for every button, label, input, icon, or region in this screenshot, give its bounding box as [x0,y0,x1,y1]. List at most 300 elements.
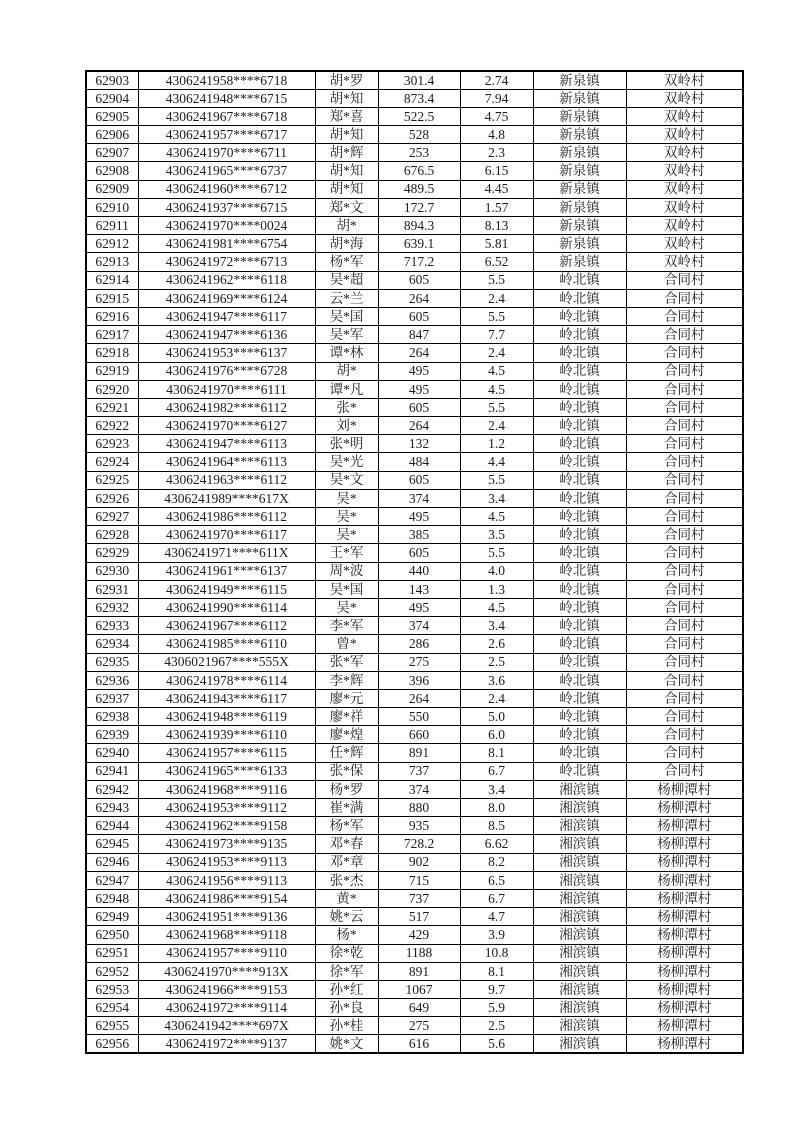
cell-id-number: 4306241951****9136 [138,908,315,926]
cell-serial: 62931 [86,580,138,598]
table-row [86,417,743,435]
cell-amount: 301.4 [378,71,460,89]
cell-id-number: 4306241963****6112 [138,471,315,489]
cell-id-number: 4306241937****6715 [138,198,315,216]
table-row [86,799,743,817]
cell-village: 杨柳潭村 [626,817,743,835]
cell-village: 合同村 [626,307,743,325]
cell-id-number: 4306241982****6112 [138,398,315,416]
cell-town: 新泉镇 [533,89,626,107]
cell-id-number: 4306241986****9154 [138,889,315,907]
cell-amount: 253 [378,144,460,162]
cell-name: 胡*海 [315,235,378,253]
cell-amount: 715 [378,871,460,889]
cell-percent: 2.74 [460,71,533,89]
cell-name: 吴*军 [315,326,378,344]
cell-serial: 62909 [86,180,138,198]
table-row [86,435,743,453]
cell-village: 合同村 [626,289,743,307]
cell-percent: 2.5 [460,1017,533,1035]
cell-serial: 62953 [86,980,138,998]
cell-village: 合同村 [626,598,743,616]
cell-id-number: 4306241947****6117 [138,307,315,325]
cell-percent: 6.5 [460,871,533,889]
cell-id-number: 4306241971****611X [138,544,315,562]
cell-serial: 62951 [86,944,138,962]
cell-village: 合同村 [626,562,743,580]
cell-name: 云*兰 [315,289,378,307]
cell-name: 周*波 [315,562,378,580]
cell-amount: 605 [378,271,460,289]
cell-town: 湘滨镇 [533,980,626,998]
cell-amount: 605 [378,398,460,416]
cell-serial: 62925 [86,471,138,489]
cell-village: 合同村 [626,344,743,362]
cell-serial: 62905 [86,107,138,125]
cell-percent: 2.4 [460,417,533,435]
cell-id-number: 4306241970****0024 [138,217,315,235]
cell-percent: 1.3 [460,580,533,598]
cell-percent: 4.5 [460,362,533,380]
cell-id-number: 4306241972****6713 [138,253,315,271]
cell-name: 杨* [315,926,378,944]
cell-amount: 429 [378,926,460,944]
cell-amount: 649 [378,999,460,1017]
cell-id-number: 4306241972****9137 [138,1035,315,1053]
cell-town: 湘滨镇 [533,799,626,817]
cell-amount: 894.3 [378,217,460,235]
table-row [86,617,743,635]
cell-name: 胡* [315,217,378,235]
cell-village: 双岭村 [626,107,743,125]
cell-serial: 62910 [86,198,138,216]
cell-village: 双岭村 [626,217,743,235]
cell-id-number: 4306241966****9153 [138,980,315,998]
cell-serial: 62913 [86,253,138,271]
cell-amount: 264 [378,344,460,362]
cell-name: 刘* [315,417,378,435]
cell-percent: 7.94 [460,89,533,107]
table-row [86,144,743,162]
cell-village: 双岭村 [626,126,743,144]
cell-name: 张*军 [315,653,378,671]
table-row [86,726,743,744]
cell-serial: 62903 [86,71,138,89]
cell-id-number: 4306241962****9158 [138,817,315,835]
cell-id-number: 4306241965****6737 [138,162,315,180]
cell-amount: 660 [378,726,460,744]
table-row [86,635,743,653]
cell-village: 杨柳潭村 [626,944,743,962]
cell-village: 杨柳潭村 [626,926,743,944]
cell-amount: 275 [378,1017,460,1035]
cell-id-number: 4306241957****9110 [138,944,315,962]
table-row [86,889,743,907]
cell-percent: 6.7 [460,762,533,780]
cell-amount: 639.1 [378,235,460,253]
cell-id-number: 4306241967****6112 [138,617,315,635]
cell-village: 合同村 [626,398,743,416]
cell-name: 孙*桂 [315,1017,378,1035]
cell-serial: 62936 [86,671,138,689]
cell-town: 岭北镇 [533,635,626,653]
table-row [86,107,743,125]
cell-town: 新泉镇 [533,107,626,125]
cell-amount: 605 [378,471,460,489]
cell-serial: 62919 [86,362,138,380]
cell-name: 吴* [315,508,378,526]
cell-serial: 62918 [86,344,138,362]
cell-id-number: 4306241968****9118 [138,926,315,944]
cell-town: 新泉镇 [533,144,626,162]
cell-id-number: 4306241947****6136 [138,326,315,344]
cell-amount: 374 [378,780,460,798]
cell-name: 胡*辉 [315,144,378,162]
cell-id-number: 4306241958****6718 [138,71,315,89]
cell-percent: 7.7 [460,326,533,344]
cell-percent: 3.9 [460,926,533,944]
cell-town: 新泉镇 [533,235,626,253]
cell-name: 孙*良 [315,999,378,1017]
cell-serial: 62906 [86,126,138,144]
cell-town: 岭北镇 [533,744,626,762]
cell-amount: 737 [378,762,460,780]
cell-id-number: 4306241953****6137 [138,344,315,362]
cell-amount: 935 [378,817,460,835]
cell-serial: 62927 [86,508,138,526]
cell-town: 岭北镇 [533,344,626,362]
cell-percent: 2.4 [460,289,533,307]
cell-village: 合同村 [626,635,743,653]
cell-name: 胡*知 [315,162,378,180]
cell-amount: 550 [378,708,460,726]
cell-name: 崔*满 [315,799,378,817]
cell-percent: 3.6 [460,671,533,689]
table-row [86,762,743,780]
cell-percent: 4.5 [460,508,533,526]
cell-village: 杨柳潭村 [626,835,743,853]
cell-id-number: 4306241990****6114 [138,598,315,616]
cell-percent: 8.1 [460,962,533,980]
cell-amount: 728.2 [378,835,460,853]
cell-town: 湘滨镇 [533,871,626,889]
cell-amount: 495 [378,508,460,526]
cell-amount: 275 [378,653,460,671]
cell-id-number: 4306241939****6110 [138,726,315,744]
cell-percent: 3.4 [460,780,533,798]
cell-town: 湘滨镇 [533,817,626,835]
cell-id-number: 4306241957****6717 [138,126,315,144]
cell-percent: 8.2 [460,853,533,871]
cell-percent: 6.52 [460,253,533,271]
cell-serial: 62949 [86,908,138,926]
cell-name: 廖*祥 [315,708,378,726]
cell-id-number: 4306241953****9112 [138,799,315,817]
cell-name: 谭*林 [315,344,378,362]
cell-village: 合同村 [626,271,743,289]
table-row [86,271,743,289]
cell-village: 合同村 [626,508,743,526]
cell-name: 吴*文 [315,471,378,489]
table-row [86,980,743,998]
cell-village: 合同村 [626,726,743,744]
cell-serial: 62914 [86,271,138,289]
cell-town: 岭北镇 [533,271,626,289]
table-row [86,217,743,235]
cell-serial: 62912 [86,235,138,253]
cell-name: 吴*国 [315,307,378,325]
cell-town: 新泉镇 [533,253,626,271]
cell-town: 岭北镇 [533,380,626,398]
cell-town: 岭北镇 [533,562,626,580]
cell-percent: 4.75 [460,107,533,125]
cell-amount: 902 [378,853,460,871]
cell-id-number: 4306241986****6112 [138,508,315,526]
cell-village: 合同村 [626,689,743,707]
cell-village: 双岭村 [626,162,743,180]
table-row [86,126,743,144]
cell-name: 徐*军 [315,962,378,980]
cell-name: 姚*文 [315,1035,378,1053]
cell-serial: 62943 [86,799,138,817]
table-row [86,489,743,507]
data-table [85,70,744,1054]
table-row [86,162,743,180]
cell-id-number: 4306241948****6715 [138,89,315,107]
cell-id-number: 4306241978****6114 [138,671,315,689]
table-row [86,180,743,198]
cell-serial: 62930 [86,562,138,580]
cell-percent: 3.5 [460,526,533,544]
cell-id-number: 4306241985****6110 [138,635,315,653]
cell-amount: 717.2 [378,253,460,271]
cell-amount: 847 [378,326,460,344]
cell-name: 谭*凡 [315,380,378,398]
cell-percent: 4.5 [460,598,533,616]
cell-village: 合同村 [626,417,743,435]
cell-town: 湘滨镇 [533,962,626,980]
cell-percent: 8.0 [460,799,533,817]
cell-village: 双岭村 [626,89,743,107]
cell-village: 合同村 [626,435,743,453]
cell-id-number: 4306241989****617X [138,489,315,507]
cell-amount: 495 [378,380,460,398]
cell-percent: 9.7 [460,980,533,998]
cell-name: 吴*国 [315,580,378,598]
cell-town: 岭北镇 [533,708,626,726]
cell-town: 湘滨镇 [533,853,626,871]
cell-village: 合同村 [626,380,743,398]
cell-village: 合同村 [626,653,743,671]
cell-serial: 62922 [86,417,138,435]
table-row [86,471,743,489]
cell-town: 湘滨镇 [533,889,626,907]
cell-amount: 676.5 [378,162,460,180]
cell-id-number: 4306021967****555X [138,653,315,671]
table-row [86,598,743,616]
cell-name: 张*明 [315,435,378,453]
cell-town: 岭北镇 [533,762,626,780]
table-row [86,235,743,253]
cell-name: 李*辉 [315,671,378,689]
cell-percent: 10.8 [460,944,533,962]
cell-percent: 4.8 [460,126,533,144]
cell-id-number: 4306241961****6137 [138,562,315,580]
cell-amount: 264 [378,689,460,707]
cell-town: 岭北镇 [533,326,626,344]
table-row [86,71,743,89]
table-row [86,580,743,598]
cell-percent: 2.6 [460,635,533,653]
cell-name: 黄* [315,889,378,907]
cell-village: 杨柳潭村 [626,1035,743,1053]
cell-name: 廖*煌 [315,726,378,744]
cell-amount: 605 [378,544,460,562]
cell-percent: 8.1 [460,744,533,762]
cell-village: 杨柳潭村 [626,871,743,889]
cell-serial: 62939 [86,726,138,744]
cell-town: 岭北镇 [533,417,626,435]
cell-village: 合同村 [626,453,743,471]
cell-amount: 605 [378,307,460,325]
cell-amount: 880 [378,799,460,817]
cell-amount: 484 [378,453,460,471]
cell-village: 合同村 [626,526,743,544]
cell-amount: 385 [378,526,460,544]
cell-percent: 2.3 [460,144,533,162]
cell-percent: 5.5 [460,271,533,289]
cell-village: 杨柳潭村 [626,889,743,907]
cell-town: 岭北镇 [533,580,626,598]
cell-village: 合同村 [626,326,743,344]
cell-amount: 286 [378,635,460,653]
table-row [86,708,743,726]
table-row [86,508,743,526]
cell-village: 合同村 [626,708,743,726]
cell-id-number: 4306241970****913X [138,962,315,980]
cell-serial: 62911 [86,217,138,235]
table-row [86,253,743,271]
cell-town: 岭北镇 [533,307,626,325]
table-row [86,962,743,980]
cell-name: 任*辉 [315,744,378,762]
table-row [86,744,743,762]
table-row [86,544,743,562]
cell-name: 徐*乾 [315,944,378,962]
cell-village: 合同村 [626,671,743,689]
table-row [86,944,743,962]
cell-town: 岭北镇 [533,489,626,507]
table-row [86,871,743,889]
cell-town: 湘滨镇 [533,1035,626,1053]
cell-village: 合同村 [626,362,743,380]
cell-town: 湘滨镇 [533,944,626,962]
cell-village: 双岭村 [626,198,743,216]
cell-id-number: 4306241970****6127 [138,417,315,435]
cell-town: 湘滨镇 [533,999,626,1017]
cell-percent: 5.6 [460,1035,533,1053]
cell-id-number: 4306241969****6124 [138,289,315,307]
table-row [86,89,743,107]
cell-town: 岭北镇 [533,689,626,707]
cell-id-number: 4306241960****6712 [138,180,315,198]
cell-serial: 62908 [86,162,138,180]
cell-serial: 62956 [86,1035,138,1053]
cell-name: 杨*军 [315,253,378,271]
cell-village: 合同村 [626,762,743,780]
cell-serial: 62915 [86,289,138,307]
cell-serial: 62934 [86,635,138,653]
cell-percent: 3.4 [460,617,533,635]
cell-percent: 4.5 [460,380,533,398]
cell-village: 双岭村 [626,144,743,162]
cell-name: 胡*知 [315,180,378,198]
cell-serial: 62924 [86,453,138,471]
cell-serial: 62945 [86,835,138,853]
table-row [86,817,743,835]
cell-serial: 62948 [86,889,138,907]
cell-id-number: 4306241957****6115 [138,744,315,762]
cell-serial: 62944 [86,817,138,835]
cell-percent: 8.13 [460,217,533,235]
table-row [86,653,743,671]
table-row [86,526,743,544]
cell-amount: 440 [378,562,460,580]
cell-amount: 143 [378,580,460,598]
cell-name: 孙*红 [315,980,378,998]
cell-town: 岭北镇 [533,671,626,689]
cell-town: 湘滨镇 [533,835,626,853]
cell-name: 郑*喜 [315,107,378,125]
cell-village: 合同村 [626,489,743,507]
table-row [86,362,743,380]
cell-village: 杨柳潭村 [626,853,743,871]
cell-village: 双岭村 [626,253,743,271]
cell-percent: 2.4 [460,344,533,362]
cell-name: 邓*春 [315,835,378,853]
cell-amount: 374 [378,617,460,635]
cell-name: 胡* [315,362,378,380]
cell-name: 曾* [315,635,378,653]
table-row [86,689,743,707]
cell-serial: 62920 [86,380,138,398]
cell-amount: 517 [378,908,460,926]
cell-amount: 489.5 [378,180,460,198]
cell-serial: 62952 [86,962,138,980]
table-row [86,289,743,307]
cell-town: 新泉镇 [533,180,626,198]
table-body [86,71,743,1053]
cell-town: 岭北镇 [533,435,626,453]
cell-percent: 4.45 [460,180,533,198]
cell-amount: 264 [378,289,460,307]
cell-amount: 891 [378,744,460,762]
cell-name: 吴* [315,598,378,616]
cell-percent: 5.5 [460,398,533,416]
cell-amount: 737 [378,889,460,907]
table-row [86,198,743,216]
cell-name: 邓*章 [315,853,378,871]
cell-serial: 62940 [86,744,138,762]
cell-village: 合同村 [626,471,743,489]
cell-town: 湘滨镇 [533,1017,626,1035]
cell-town: 新泉镇 [533,71,626,89]
cell-name: 吴* [315,489,378,507]
cell-town: 岭北镇 [533,453,626,471]
table-row [86,1017,743,1035]
cell-percent: 6.0 [460,726,533,744]
cell-village: 合同村 [626,544,743,562]
